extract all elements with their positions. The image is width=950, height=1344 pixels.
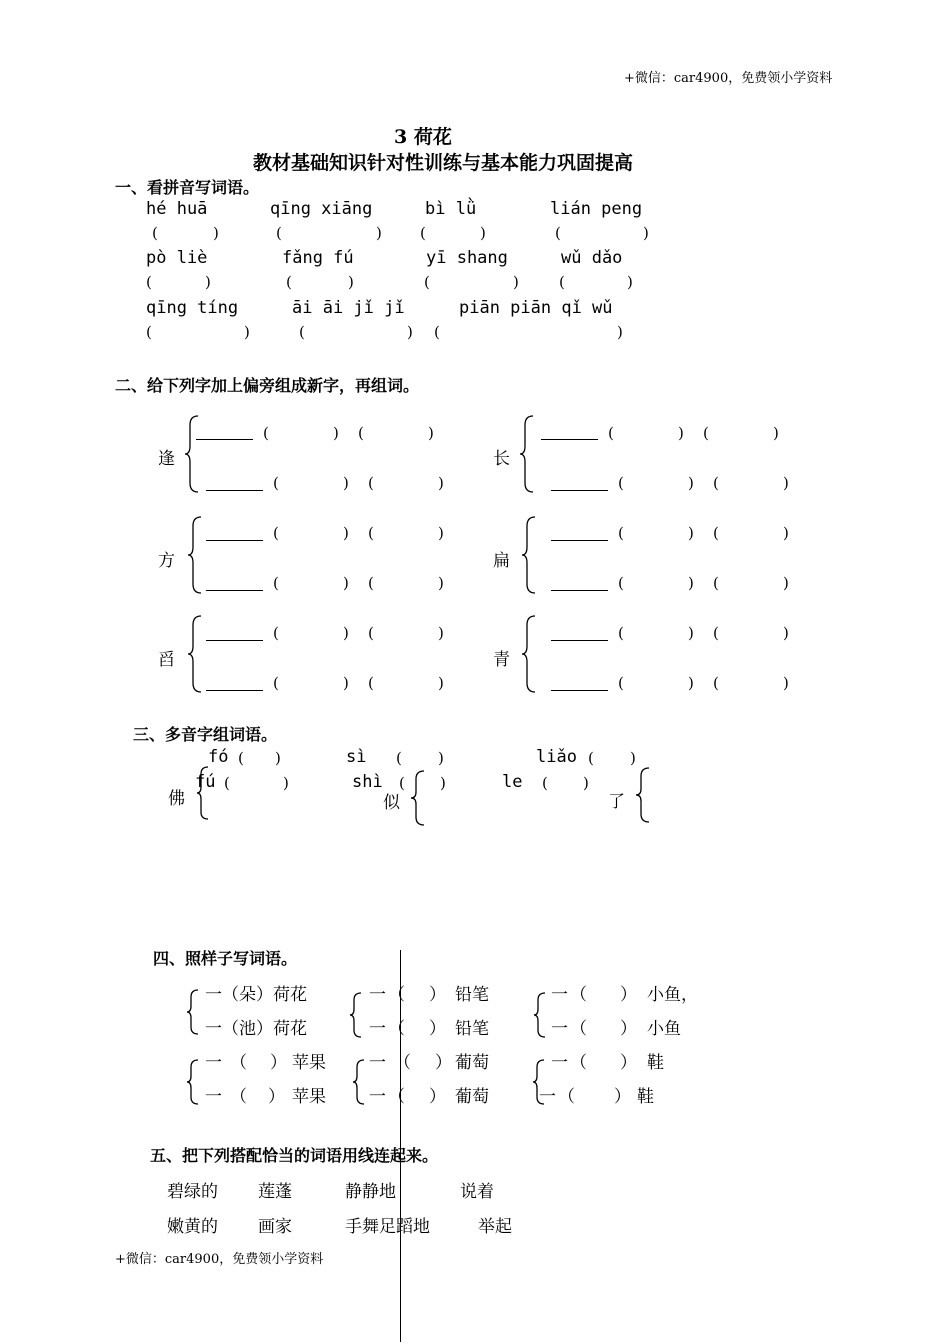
answer-paren-close: ) — [688, 574, 694, 592]
pinyin-word: piān piān qǐ wǔ — [459, 298, 613, 318]
answer-paren-close: ） — [620, 1019, 637, 1039]
pinyin-reading: le — [502, 772, 523, 792]
answer-paren-close: ) — [333, 424, 339, 442]
answer-paren-close: ） — [429, 1087, 446, 1107]
left-brace-icon — [196, 766, 210, 820]
noun: 苹果 — [292, 1053, 326, 1073]
left-brace-icon — [186, 1059, 200, 1105]
answer-paren-close: ) — [688, 624, 694, 642]
noun: 铅笔 — [455, 1019, 489, 1039]
match-word: 说着 — [460, 1182, 494, 1202]
answer-paren-open: ( — [424, 273, 430, 291]
measure-word-one: 一 — [205, 1053, 222, 1073]
answer-paren-close: ) — [630, 749, 636, 767]
watermark-bottom: +微信：car4900，免费领小学资料 — [115, 1252, 324, 1267]
answer-paren-close: ) — [617, 323, 623, 341]
answer-paren-close: ) — [348, 273, 354, 291]
answer-paren-open: ( — [358, 424, 364, 442]
noun: 鞋 — [647, 1053, 664, 1073]
answer-paren-close: ) — [583, 774, 589, 792]
answer-paren-close: ) — [438, 749, 444, 767]
answer-paren-open: （ — [558, 1087, 575, 1107]
answer-paren-close: ) — [783, 624, 789, 642]
answer-paren-open: ( — [420, 224, 426, 242]
answer-paren-open: ( — [588, 749, 594, 767]
section-4-heading: 四、照样子写词语。 — [153, 949, 298, 968]
measure-word-one: 一 — [369, 1053, 386, 1073]
answer-paren-close: ) — [376, 224, 382, 242]
answer-paren-close: ) — [688, 524, 694, 542]
answer-paren-close: ) — [627, 273, 633, 291]
blank-line — [206, 540, 263, 541]
blank-line — [206, 590, 263, 591]
answer-paren-close: ) — [244, 323, 250, 341]
left-brace-icon — [349, 992, 363, 1038]
example-phrase: 一（池）荷花 — [205, 1019, 307, 1039]
answer-paren-close: ) — [643, 224, 649, 242]
pinyin-reading: sì — [346, 747, 367, 767]
base-char: 长 — [493, 449, 510, 469]
answer-paren-close: ） — [435, 1053, 452, 1073]
answer-paren-close: ) — [343, 474, 349, 492]
noun: 鞋 — [637, 1087, 654, 1107]
left-brace-icon — [521, 516, 537, 594]
match-word: 手舞足蹈地 — [345, 1217, 430, 1237]
noun: 苹果 — [292, 1087, 326, 1107]
answer-paren-open: ( — [542, 774, 548, 792]
match-word: 碧绿的 — [167, 1182, 218, 1202]
answer-paren-open: （ — [570, 1053, 587, 1073]
answer-paren-open: ( — [273, 624, 279, 642]
answer-paren-open: ( — [713, 474, 719, 492]
left-brace-icon — [187, 516, 203, 594]
blank-line — [551, 590, 608, 591]
match-word: 举起 — [478, 1217, 512, 1237]
polyphone-char: 了 — [608, 792, 625, 812]
answer-paren-close: ） — [270, 1053, 287, 1073]
left-brace-icon — [184, 415, 200, 493]
answer-paren-close: ） — [268, 1087, 285, 1107]
answer-paren-open: ( — [276, 224, 282, 242]
answer-paren-close: ) — [688, 474, 694, 492]
left-brace-icon — [186, 989, 200, 1035]
answer-paren-close: ) — [275, 749, 281, 767]
answer-paren-open: ( — [618, 624, 624, 642]
page-title: 3 荷花 — [394, 126, 452, 148]
pinyin-word: yī shang — [426, 248, 508, 268]
answer-paren-close: ） — [620, 985, 637, 1005]
answer-paren-open: ( — [146, 273, 152, 291]
answer-paren-close: ) — [688, 674, 694, 692]
answer-paren-open: （ — [388, 1087, 405, 1107]
answer-paren-close: ) — [513, 273, 519, 291]
answer-paren-open: （ — [388, 985, 405, 1005]
noun: 小鱼 — [647, 1019, 681, 1039]
answer-paren-open: ( — [368, 624, 374, 642]
match-word: 静静地 — [345, 1182, 396, 1202]
answer-paren-open: ( — [368, 574, 374, 592]
pinyin-word: fǎng fú — [282, 248, 354, 268]
answer-paren-close: ) — [343, 524, 349, 542]
blank-line — [196, 439, 253, 440]
measure-word-one: 一 — [551, 1019, 568, 1039]
answer-paren-close: ) — [205, 273, 211, 291]
answer-paren-open: （ — [570, 985, 587, 1005]
left-brace-icon — [635, 767, 651, 823]
measure-word-one: 一 — [551, 985, 568, 1005]
measure-word-one: 一 — [551, 1053, 568, 1073]
answer-paren-open: ( — [224, 774, 230, 792]
vertical-rule — [400, 950, 401, 1342]
pinyin-reading: fó — [208, 747, 229, 767]
answer-paren-close: ) — [407, 323, 413, 341]
answer-paren-open: （ — [230, 1087, 247, 1107]
answer-paren-open: ( — [559, 273, 565, 291]
noun: 葡萄 — [455, 1087, 489, 1107]
page-subtitle: 教材基础知识针对性训练与基本能力巩固提高 — [253, 152, 634, 174]
answer-paren-open: ( — [618, 474, 624, 492]
pinyin-reading: shì — [352, 772, 383, 792]
section-5-heading: 五、把下列搭配恰当的词语用线连起来。 — [150, 1146, 439, 1165]
answer-paren-open: ( — [618, 524, 624, 542]
section-3-heading: 三、多音字组词语。 — [133, 725, 278, 744]
polyphone-char: 似 — [383, 793, 400, 813]
example-phrase: 一（朵）荷花 — [205, 985, 307, 1005]
measure-word-one: 一 — [369, 1087, 386, 1107]
polyphone-char: 佛 — [168, 789, 185, 809]
answer-paren-close: ） — [620, 1053, 637, 1073]
match-word: 画家 — [258, 1217, 292, 1237]
answer-paren-close: ) — [343, 674, 349, 692]
answer-paren-open: ( — [368, 674, 374, 692]
noun: 小鱼， — [647, 985, 698, 1005]
answer-paren-open: ( — [703, 424, 709, 442]
answer-paren-open: ( — [618, 574, 624, 592]
answer-paren-close: ) — [480, 224, 486, 242]
answer-paren-open: ( — [273, 674, 279, 692]
section-1-heading: 一、看拼音写词语。 — [115, 178, 260, 197]
pinyin-word: wǔ dǎo — [561, 248, 623, 268]
answer-paren-close: ) — [783, 524, 789, 542]
match-word: 嫩黄的 — [167, 1217, 218, 1237]
base-char: 青 — [493, 650, 510, 670]
left-brace-icon — [352, 1059, 366, 1105]
base-char: 舀 — [158, 650, 175, 670]
noun: 铅笔 — [455, 985, 489, 1005]
pinyin-word: lián peng — [550, 199, 643, 219]
blank-line — [551, 490, 608, 491]
blank-line — [206, 690, 263, 691]
left-brace-icon — [519, 415, 535, 493]
answer-paren-close: ) — [783, 474, 789, 492]
answer-paren-open: ( — [396, 749, 402, 767]
answer-paren-close: ) — [283, 774, 289, 792]
pinyin-word: hé huā — [146, 199, 208, 219]
answer-paren-open: （ — [394, 1053, 411, 1073]
blank-line — [551, 690, 608, 691]
pinyin-word: āi āi jǐ jǐ — [292, 298, 405, 318]
blank-line — [541, 439, 598, 440]
answer-paren-close: ) — [783, 574, 789, 592]
answer-paren-close: ) — [438, 524, 444, 542]
answer-paren-open: （ — [570, 1019, 587, 1039]
pinyin-word: bì lǜ — [425, 199, 477, 219]
answer-paren-open: ( — [434, 323, 440, 341]
answer-paren-open: ( — [273, 474, 279, 492]
answer-paren-close: ) — [773, 424, 779, 442]
answer-paren-close: ) — [213, 224, 219, 242]
blank-line — [206, 490, 263, 491]
watermark-top: +微信：car4900，免费领小学资料 — [624, 71, 833, 86]
base-char: 扁 — [493, 551, 510, 571]
pinyin-word: pò liè — [146, 248, 208, 268]
answer-paren-close: ) — [678, 424, 684, 442]
answer-paren-close: ) — [343, 624, 349, 642]
answer-paren-close: ) — [438, 574, 444, 592]
answer-paren-open: ( — [273, 574, 279, 592]
left-brace-icon — [410, 770, 426, 826]
pinyin-word: qīng xiāng — [270, 199, 373, 219]
answer-paren-open: ( — [273, 524, 279, 542]
answer-paren-open: （ — [388, 1019, 405, 1039]
answer-paren-close: ） — [614, 1087, 631, 1107]
answer-paren-open: ( — [713, 524, 719, 542]
left-brace-icon — [533, 992, 547, 1038]
answer-paren-open: ( — [399, 774, 405, 792]
answer-paren-open: ( — [152, 224, 158, 242]
answer-paren-open: ( — [146, 323, 152, 341]
answer-paren-open: ( — [713, 624, 719, 642]
base-char: 逢 — [158, 449, 175, 469]
section-2-heading: 二、给下列字加上偏旁组成新字，再组词。 — [115, 376, 420, 395]
answer-paren-close: ） — [429, 985, 446, 1005]
blank-line — [551, 540, 608, 541]
answer-paren-open: ( — [263, 424, 269, 442]
base-char: 方 — [158, 551, 175, 571]
pinyin-reading: fú — [195, 772, 216, 792]
answer-paren-close: ) — [783, 674, 789, 692]
answer-paren-close: ) — [438, 474, 444, 492]
answer-paren-open: ( — [238, 749, 244, 767]
answer-paren-open: ( — [713, 574, 719, 592]
answer-paren-open: ( — [618, 674, 624, 692]
left-brace-icon — [521, 615, 537, 693]
match-word: 莲蓬 — [258, 1182, 292, 1202]
measure-word-one: 一 — [539, 1087, 556, 1107]
left-brace-icon — [187, 615, 203, 693]
answer-paren-open: ( — [608, 424, 614, 442]
answer-paren-close: ) — [440, 774, 446, 792]
answer-paren-close: ) — [438, 674, 444, 692]
answer-paren-close: ) — [428, 424, 434, 442]
measure-word-one: 一 — [205, 1087, 222, 1107]
pinyin-word: qīng tíng — [146, 298, 239, 318]
blank-line — [206, 640, 263, 641]
pinyin-reading: liǎo — [536, 747, 577, 767]
answer-paren-close: ) — [343, 574, 349, 592]
answer-paren-open: ( — [368, 524, 374, 542]
answer-paren-close: ) — [438, 624, 444, 642]
noun: 葡萄 — [455, 1053, 489, 1073]
answer-paren-open: ( — [299, 323, 305, 341]
answer-paren-open: （ — [230, 1053, 247, 1073]
answer-paren-open: ( — [555, 224, 561, 242]
measure-word-one: 一 — [369, 1019, 386, 1039]
answer-paren-open: ( — [713, 674, 719, 692]
answer-paren-open: ( — [368, 474, 374, 492]
measure-word-one: 一 — [369, 985, 386, 1005]
answer-paren-close: ） — [429, 1019, 446, 1039]
answer-paren-open: ( — [286, 273, 292, 291]
blank-line — [551, 640, 608, 641]
